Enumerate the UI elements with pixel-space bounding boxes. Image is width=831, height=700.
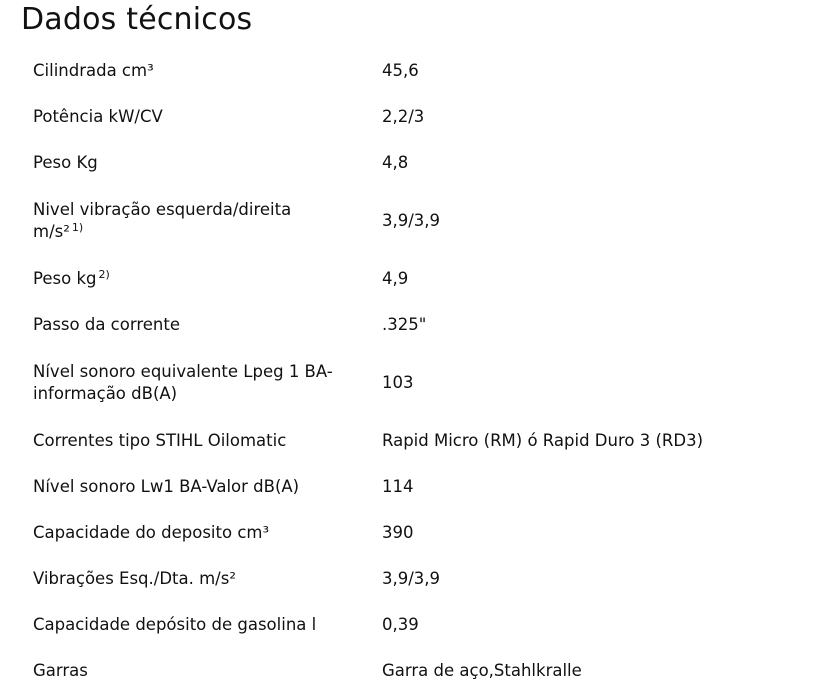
- spec-label-text: Peso kg: [33, 269, 97, 288]
- spec-label-text: Peso Kg: [33, 153, 98, 172]
- spec-row-vibracao: [33, 186, 813, 256]
- spec-row-peso: [33, 140, 813, 186]
- spec-value: 2,2/3: [382, 107, 425, 126]
- spec-row-capacidade-deposito: [33, 510, 813, 556]
- spec-label-text: Vibrações Esq./Dta. m/s²: [33, 569, 236, 588]
- spec-value: 0,39: [382, 615, 419, 634]
- spec-label-text: Nivel vibração esquerda/direita m/s²: [33, 200, 292, 241]
- specs-table: [33, 48, 813, 694]
- spec-label: [33, 106, 382, 128]
- spec-label: [33, 361, 333, 405]
- spec-value: 114: [382, 477, 414, 496]
- spec-row-nivel-sonoro-valor: [33, 464, 813, 510]
- spec-label: [33, 522, 382, 544]
- spec-row-cilindrada: [33, 48, 813, 94]
- spec-label: [33, 268, 382, 290]
- page-title: Dados técnicos: [21, 2, 253, 37]
- spec-value: 45,6: [382, 61, 419, 80]
- spec-label: [33, 476, 382, 498]
- spec-label-text: Cilindrada cm³: [33, 61, 154, 80]
- spec-row-potencia: [33, 94, 813, 140]
- spec-value: .325": [382, 315, 427, 334]
- spec-label-text: Garras: [33, 661, 88, 680]
- spec-value: 390: [382, 523, 414, 542]
- spec-label-text: Potência kW/CV: [33, 107, 163, 126]
- spec-row-passo-corrente: [33, 302, 813, 348]
- spec-label: [33, 430, 382, 452]
- spec-value: 3,9/3,9: [382, 569, 441, 588]
- spec-label: [33, 199, 323, 243]
- spec-label: [33, 660, 382, 682]
- spec-label: [33, 152, 382, 174]
- spec-label-text: Nível sonoro equivalente Lpeg 1 BA-informação dB(A): [33, 362, 333, 403]
- spec-row-nivel-sonoro-equivalente: [33, 348, 813, 418]
- spec-label-text: Capacidade do deposito cm³: [33, 523, 270, 542]
- spec-label-text: Capacidade depósito de gasolina l: [33, 615, 317, 634]
- spec-value: 103: [382, 373, 414, 392]
- spec-value: Rapid Micro (RM) ó Rapid Duro 3 (RD3): [382, 431, 704, 450]
- spec-row-peso-kg: [33, 256, 813, 302]
- spec-row-capacidade-gasolina: [33, 602, 813, 648]
- spec-value: 3,9/3,9: [382, 211, 441, 230]
- spec-label: [33, 314, 382, 336]
- spec-row-vibracoes: [33, 556, 813, 602]
- spec-label: [33, 60, 382, 82]
- footnote-marker: 2): [98, 268, 110, 281]
- spec-label: [33, 614, 382, 636]
- spec-value: Garra de aço,Stahlkralle: [382, 661, 582, 680]
- spec-value: 4,9: [382, 269, 409, 288]
- footnote-marker: 1): [71, 221, 84, 234]
- spec-label-text: Nível sonoro Lw1 BA-Valor dB(A): [33, 477, 300, 496]
- spec-label-text: Passo da corrente: [33, 315, 180, 334]
- spec-value: 4,8: [382, 153, 409, 172]
- spec-label-text: Correntes tipo STIHL Oilomatic: [33, 431, 287, 450]
- spec-row-garras: [33, 648, 813, 694]
- spec-label: [33, 568, 382, 590]
- spec-row-correntes: [33, 418, 813, 464]
